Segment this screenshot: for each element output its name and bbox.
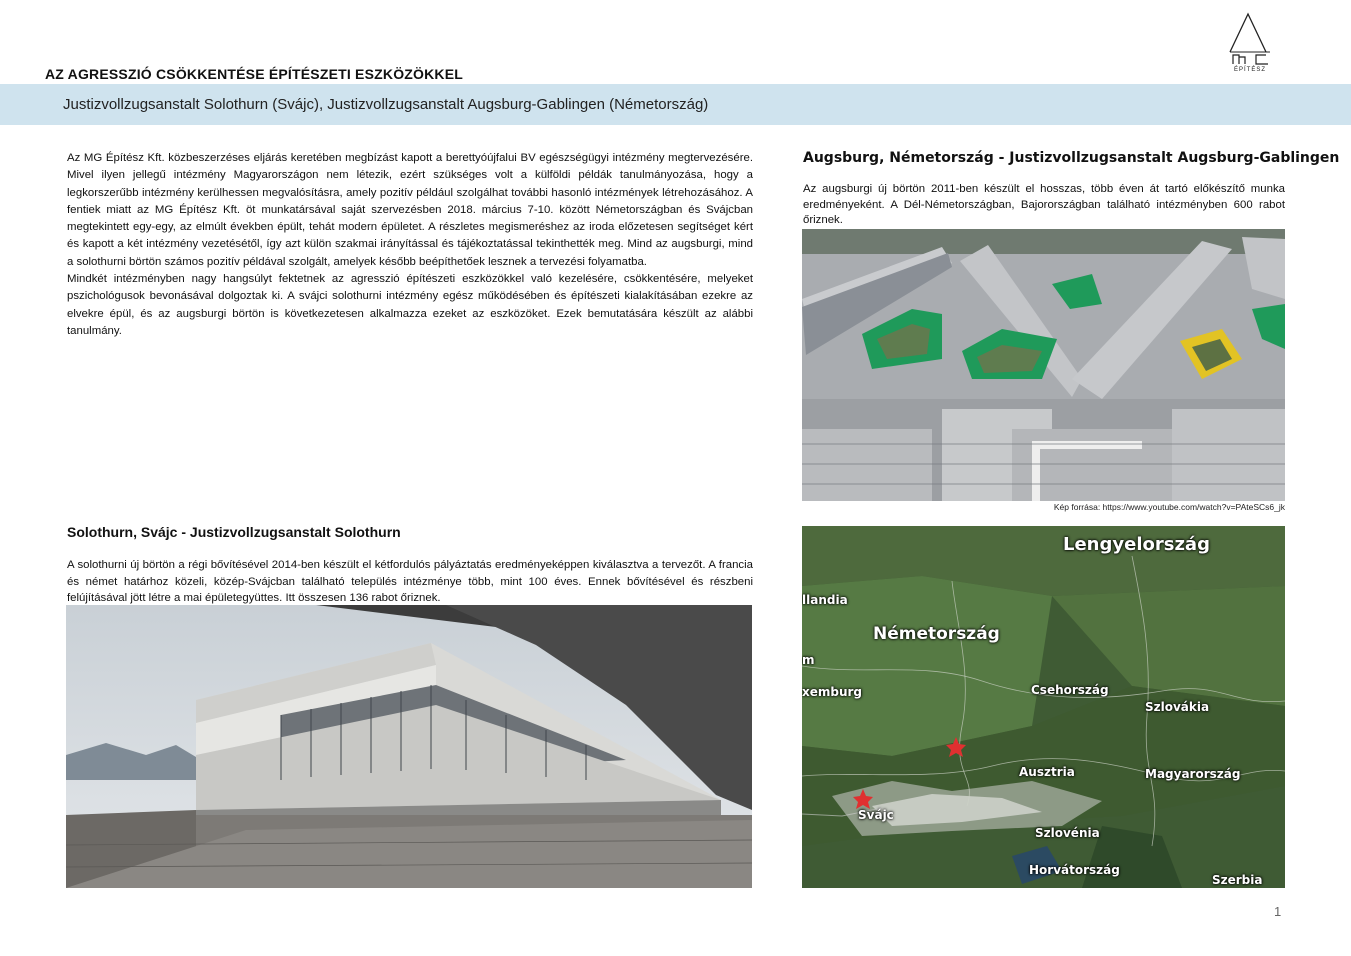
map-label-slovakia: Szlovákia xyxy=(1145,700,1210,714)
solothurn-heading: Solothurn, Svájc - Justizvollzugsanstalt Solothurn xyxy=(67,524,401,540)
map-label-slovenia: Szlovénia xyxy=(1035,826,1100,840)
map-label-serbia: Szerbia xyxy=(1212,873,1263,887)
map-label-croatia: Horvátország xyxy=(1029,863,1120,877)
image-source-caption: Kép forrása: https://www.youtube.com/watch?v=PAteSCs6_jk xyxy=(1053,502,1285,512)
document-subtitle: Justizvollzugsanstalt Solothurn (Svájc), Justizvollzugsanstalt Augsburg-Gablingen (Németország) xyxy=(63,96,709,113)
location-map xyxy=(802,526,1285,888)
augsburg-heading: Augsburg, Németország - Justizvollzugsanstalt Augsburg-Gablingen xyxy=(803,150,1340,166)
page-number: 1 xyxy=(1274,904,1282,919)
map-label-austria: Ausztria xyxy=(1019,765,1075,779)
document-title: AZ AGRESSZIÓ CSÖKKENTÉSE ÉPÍTÉSZETI ESZKÖZÖKKEL xyxy=(45,66,464,82)
map-label-luxembourg: xemburg xyxy=(802,685,863,699)
augsburg-text: Az augsburgi új börtön 2011-ben készült el hosszas, több éven át tartó előkészítő munka eredményeként. A Dél-Németországban, Bajorországban található intézményben 600 rabot őriznek. xyxy=(803,183,1285,226)
augsburg-aerial-photo xyxy=(802,229,1285,501)
intro-paragraph: Az MG Építész Kft. közbeszerzéses eljárás keretében megbízást kapott a berettyóújfalui BV egészségügyi intézmény megtervezésére. Mivel ilyen jellegű intézmény Magyarországon nem létezik, ezért szükséges volt a külföldi példák tanulmányozása, hogy a legkorszerűbb intézmény kerülhessen megvalósításra, amely pozitív például szolgálhat további hasonló intézmények létrehozásához. A fentiek miatt az MG Építész Kft. öt munkatársával saját szervezésben 2018. március 7-10. között Németországban és Svájcban megtekintett egy-egy, az elmúlt években épült, tehát modern épületet. A részletes megismeréshez az iroda előzetesen segítséget kért és kapott a két intézmény vezetésétől, így azt külön szakmai irányítással és tájékoztatással tekinthették meg. Mind az augsburgi, mind a solothurni börtön számos pozitív példával szolgált, amelyek később beépíthetőek lesznek a tervezési folyamatba. xyxy=(67,152,753,268)
intro-paragraph: Mindkét intézményben nagy hangsúlyt fektetnek az agresszió építészeti eszközökkel való kezelésére, csökkentésére, melyeket pszichológusok bevonásával dolgoztak ki. A svájci solothurni intézmény egész működésében és építészeti kialakításában ezekre az elvekre épül, és az augsburgi börtön is következetesen alkalmazza ezeket az eszközöket. Ezek bemutatására készült az alábbi tanulmány. xyxy=(67,273,753,337)
intro-text xyxy=(67,150,753,340)
map-label-netherlands: llandia xyxy=(802,593,848,607)
solothurn-text: A solothurni új börtön a régi bővítésével 2014-ben készült el kétfordulós pályáztatás eredményeképpen kiválasztva a tervezőt. A francia és német határhoz közeli, közép-Svájcban található település intézménye több, mint 100 éves. Ennek bővítésével és részbeni felújításával jött létre a mai épületegyüttes. Itt összesen 136 rabot őriznek. xyxy=(67,559,753,604)
map-label-poland: Lengyelország xyxy=(1063,534,1210,555)
map-label-m: m xyxy=(802,653,815,667)
subtitle-band xyxy=(0,84,1351,125)
logo-text: ÉPÍTÉSZ xyxy=(1233,67,1266,73)
map-label-hungary: Magyarország xyxy=(1145,767,1241,781)
map-label-czechia: Csehország xyxy=(1031,683,1109,697)
map-label-germany: Németország xyxy=(873,624,1000,644)
solothurn-building-photo xyxy=(66,605,752,888)
map-label-switzerland: Svájc xyxy=(858,808,894,822)
